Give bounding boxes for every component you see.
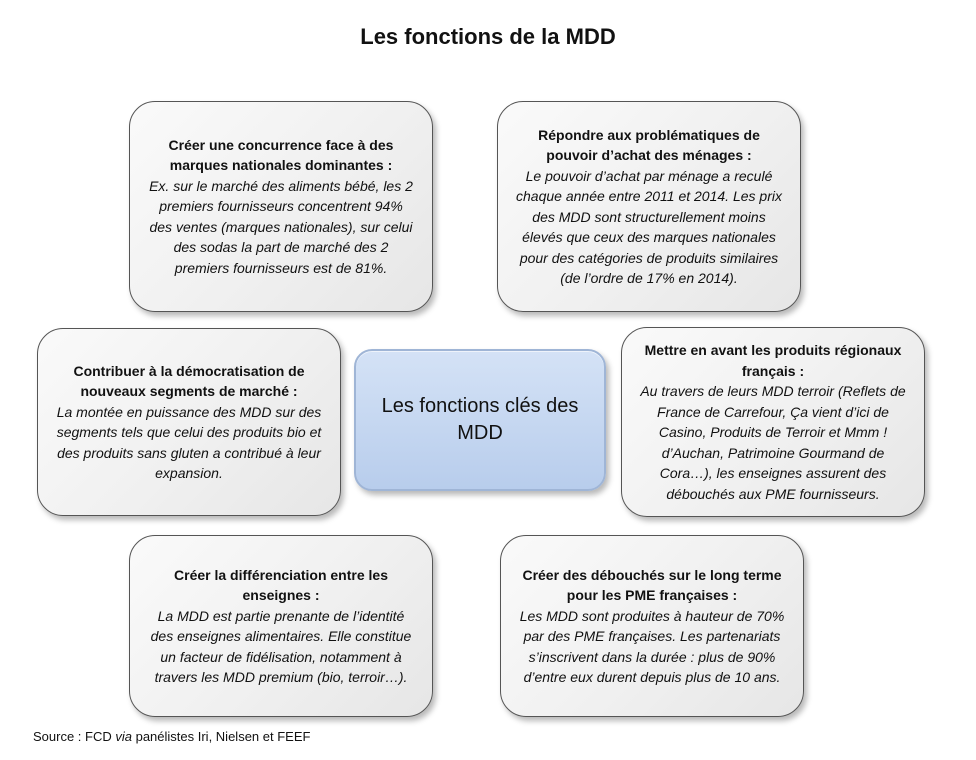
box-body: Les MDD sont produites à hauteur de 70% par des PME françaises. Les partenariats s’inscrivent dans la durée : plus de 90% d’entre eux durent depuis plus de 10 ans. [519, 607, 785, 685]
page-title: Les fonctions de la MDD [360, 24, 616, 49]
function-box-pouvoir-achat [497, 101, 801, 312]
box-heading: Créer des débouchés sur le long terme pour les PME françaises : [522, 566, 782, 603]
box-body: Ex. sur le marché des aliments bébé, les 2 premiers fournisseurs concentrent 94% des ventes (marques nationales), sur celui des sodas la part de marché des 2 premiers fournisseurs est de 81%. [149, 177, 413, 276]
box-body: Au travers de leurs MDD terroir (Reflets de France de Carrefour, Ça vient d’ici de Casino, Produits de Terroir et Mmm ! d’Auchan, Patrimoine Gourmand de Cora…), les enseignes assurent des débouchés aux PME fournisseurs. [640, 383, 906, 502]
function-box-democratisation [37, 328, 341, 516]
source-prefix: Source : FCD [33, 729, 116, 744]
box-body: La MDD est partie prenante de l’identité des enseignes alimentaires. Elle constitue un facteur de fidélisation, notamment à travers les MDD premium (bio, terroir…). [150, 607, 412, 685]
function-box-debouches-pme [500, 535, 804, 717]
function-box-produits-regionaux [621, 327, 925, 517]
box-heading: Contribuer à la démocratisation de nouveaux segments de marché : [73, 362, 305, 399]
box-heading: Créer une concurrence face à des marques nationales dominantes : [168, 136, 394, 174]
box-body: Le pouvoir d’achat par ménage a reculé chaque année entre 2011 et 2014. Les prix des MDD sont structurellement moins élevés que ceux des marques nationales pour des catégories de produits similaires (de l’ordre de 17% en 2014). [516, 167, 782, 286]
box-body: La montée en puissance des MDD sur des segments tels que celui des produits bio et des produits sans gluten a contribué à leur expansion. [56, 403, 322, 481]
box-heading: Créer la différenciation entre les enseignes : [174, 566, 388, 603]
center-node [354, 349, 606, 491]
center-label: Les fonctions clés des MDD [381, 395, 579, 444]
source-note [33, 729, 310, 744]
function-box-differenciation [129, 535, 433, 717]
function-box-concurrence [129, 101, 433, 312]
source-suffix: panélistes Iri, Nielsen et FEEF [131, 729, 311, 744]
source-via: via [115, 729, 132, 744]
box-heading: Répondre aux problématiques de pouvoir d’achat des ménages : [538, 126, 760, 163]
box-heading: Mettre en avant les produits régionaux français : [644, 342, 902, 379]
